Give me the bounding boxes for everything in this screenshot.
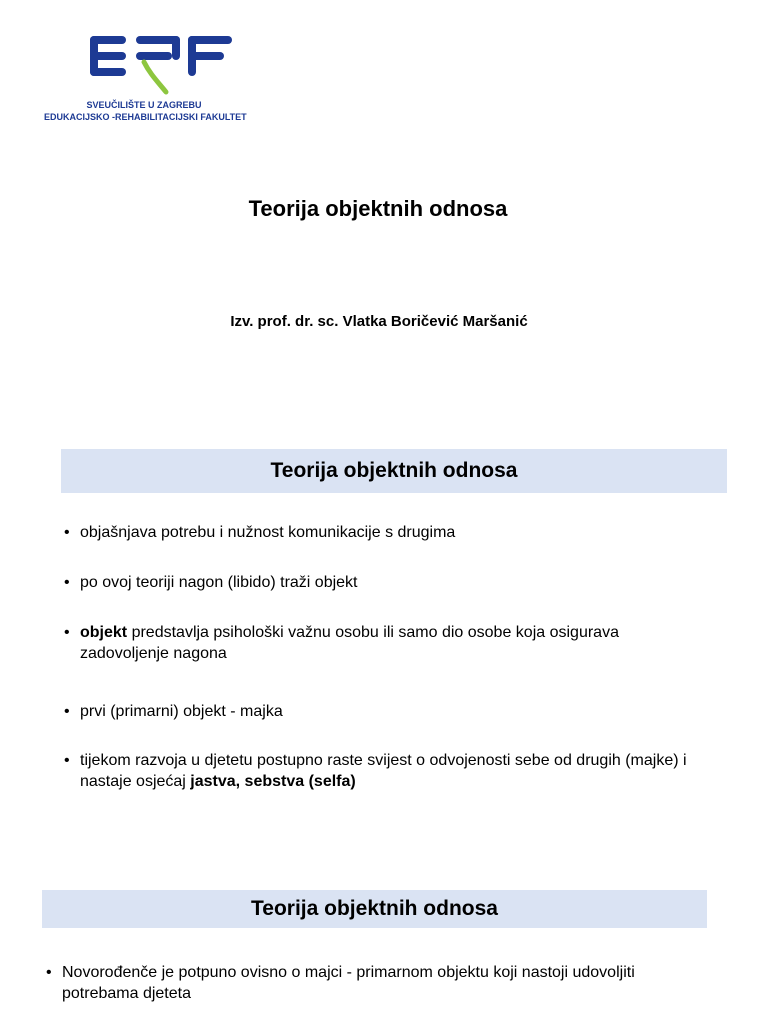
author-name: Izv. prof. dr. sc. Vlatka Boričević Maršanić [230,313,528,330]
university-name: SVEUČILIŠTE U ZAGREBU [86,100,202,110]
content-slide-1 [0,432,768,864]
bullet-item [64,622,704,664]
slide-heading-banner: Teorija objektnih odnosa [61,449,727,493]
bullet-item [46,962,666,1004]
bullet-item [64,701,704,722]
title-slide [0,0,768,432]
erf-logo-icon [88,34,234,96]
slide-title: Teorija objektnih odnosa [248,196,508,221]
bullet-list [46,962,666,1004]
faculty-name: EDUKACIJSKO -REHABILITACIJSKI FAKULTET [44,112,247,122]
bullet-item [64,750,704,792]
slide-heading-banner: Teorija objektnih odnosa [42,890,707,928]
bullet-text: prvi (primarni) objekt - majka [80,703,283,720]
bullet-bold-term: objekt [80,624,128,641]
bullet-item [64,572,704,593]
bullet-text: po ovoj teoriji nagon (libido) traži objekt [80,574,358,591]
bullet-item [64,522,704,543]
bullet-text: objašnjava potrebu i nužnost komunikacije s drugima [80,524,456,541]
bullet-bold-term: jastva, sebstva (selfa) [190,773,356,790]
faculty-logo [44,30,247,126]
bullet-text: Novorođenče je potpuno ovisno o majci - primarnom objektu koji nastoji udovoljiti potrebama djeteta [62,964,635,1002]
bullet-text: predstavlja psihološki važnu osobu ili samo dio osobe koja osigurava zadovoljenje nagona [80,624,619,662]
content-slide-2 [0,864,768,1024]
bullet-text: tijekom razvoja u djetetu postupno raste svijest o odvojenosti sebe od drugih (majke) i nastaje osjećaj [80,752,687,790]
